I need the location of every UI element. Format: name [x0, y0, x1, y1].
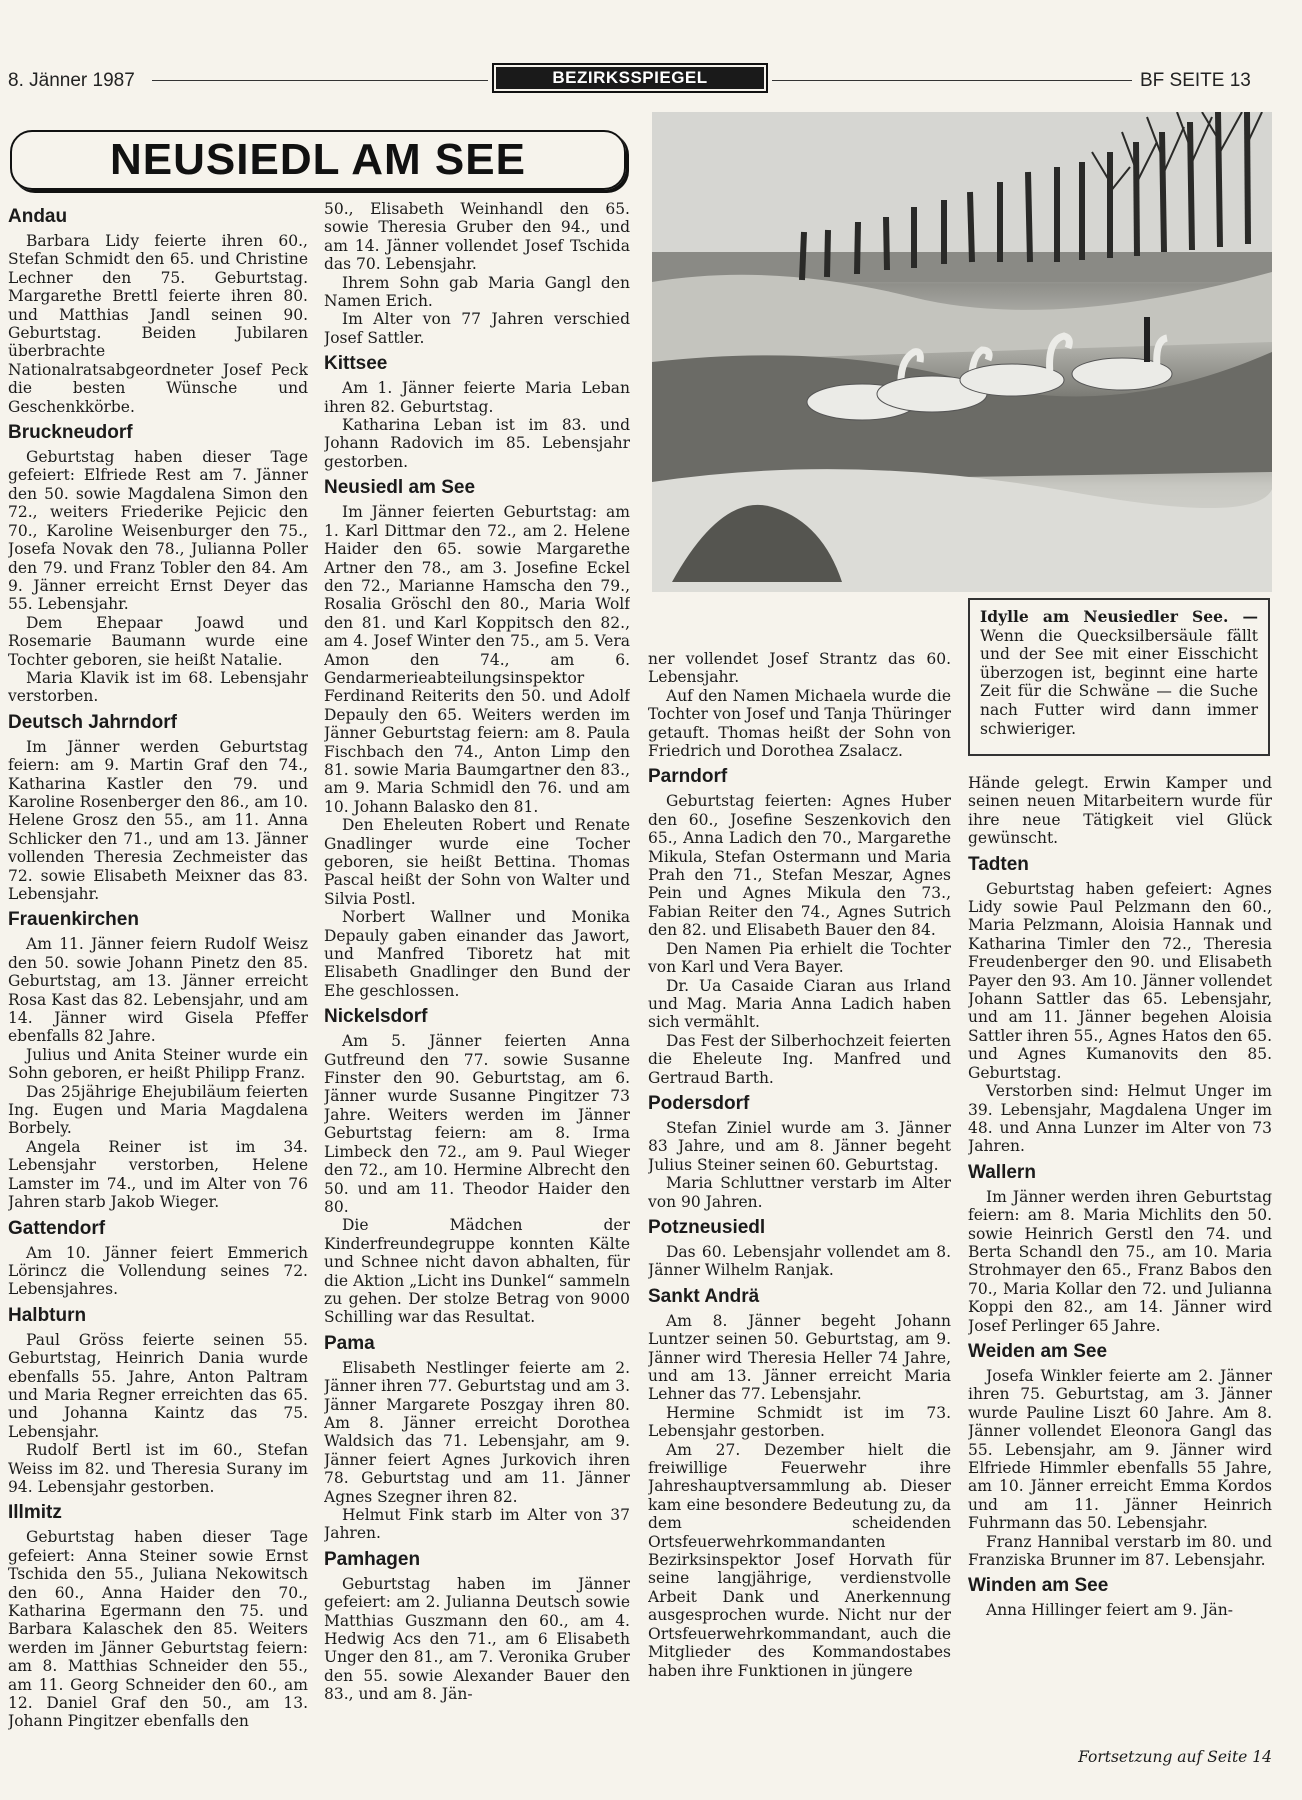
article-paragraph: Im Alter von 77 Jahren verschied Josef Sattler.: [324, 310, 630, 347]
article-paragraph: Im Jänner feierten Geburtstag: am 1. Karl Dittmar den 72., am 2. Helene Haider den 65. sowie Margarethe Artner den 78., am 3. Josefine Eckel den 72., Marianne Hamscha den 79., Rosalia Gröschl den 80., Maria Wolf den 81. und Karl Koppitsch den 82., am 4. Josef Winter den 75., am 5. Vera Amon den 74., am 6. Gendarmerieabteilungsinspektor Ferdinand Reiterits den 50. und Adolf Depauly den 65. Weiters werden im Jänner Geburtstag feiern: am 8. Paula Fischbach den 74., Anton Limp den 81. sowie Maria Baumgartner den 83., am 9. Maria Schmidl den 76. und am 10. Johann Balasko den 81.: [324, 503, 630, 816]
continuation-note: Fortsetzung auf Seite 14: [1078, 1748, 1272, 1766]
town-heading: Deutsch Jahrndorf: [8, 711, 177, 733]
town-heading: Pamhagen: [324, 1548, 421, 1570]
town-heading: Winden am See: [968, 1575, 1109, 1597]
town-heading: Pama: [324, 1332, 375, 1354]
town-heading: Bruckneudorf: [8, 422, 133, 444]
article-paragraph: Am 1. Jänner feierte Maria Leban ihren 82. Geburtstag.: [324, 379, 630, 416]
town-heading: Tadten: [968, 853, 1029, 875]
article-paragraph: Geburtstag haben dieser Tage gefeiert: Elfriede Rest am 7. Jänner den 50. sowie Magdalena Simon den 72., weiters Friederike Pejicic den 70., Karoline Weisenburger den 75., Josefa Novak den 78., Julianna Poller den 79. und Franz Tobler den 84. Am 9. Jänner erreicht Ernst Deyer das 55. Lebensjahr.: [8, 448, 308, 614]
town-heading: Weiden am See: [968, 1340, 1108, 1362]
article-paragraph: ner vollendet Josef Strantz das 60. Lebensjahr.: [648, 650, 951, 687]
article-paragraph: Am 5. Jänner feierten Anna Gutfreund den 77. sowie Susanne Finster den 90. Geburtstag, am 6. Jänner wurde Susanne Pingitzer 73 Jahre. Weiters werden im Jänner Geburtstag feiern: am 8. Irma Limbeck den 72., am 9. Paul Wieger den 72., am 10. Hermine Albrecht den 50. und am 11. Theodor Haider den 80.: [324, 1032, 630, 1216]
article-paragraph: Geburtstag haben dieser Tage gefeiert: Anna Steiner sowie Ernst Tschida den 55., Juliana Nekowitsch den 60., Anna Haider den 70., Katharina Egermann den 75. und Barbara Kalaschek den 85. Weiters werden im Jänner Geburtstag feiern: am 8. Matthias Schneider den 55., am 11. Georg Schneider den 60., am 12. Daniel Graf den 50., am 13. Johann Pingitzer ebenfalls den: [8, 1528, 308, 1731]
article-paragraph: Dem Ehepaar Joawd und Rosemarie Baumann wurde eine Tochter geboren, sie heißt Natalie.: [8, 613, 308, 669]
town-heading: Parndorf: [648, 766, 728, 788]
town-heading: Podersdorf: [648, 1092, 750, 1114]
page-number: BF SEITE 13: [1140, 70, 1251, 91]
article-paragraph: Im Jänner werden ihren Geburtstag feiern: am 8. Maria Michlits den 50. sowie Heinrich Gerstl den 74. und Berta Schandl den 75., am 10. Maria Strohmayer den 65., Franz Babos den 70., Maria Kollar den 72. und Julianna Koppi den 82., am 14. Jänner wird Josef Perlinger 65 Jahre.: [968, 1187, 1272, 1335]
article-paragraph: Josefa Winkler feierte am 2. Jänner ihren 75. Geburtstag, am 3. Jänner wurde Pauline Liszt 60 Jahre. Am 8. Jänner vollendet Eleonora Gangl das 55. Lebensjahr, am 9. Jänner wird Elfriede Himmler ebenfalls 55 Jahre, am 10. Jänner erreicht Emma Kordos und am 11. Jänner Heinrich Fuhrmann das 50. Lebensjahr.: [968, 1366, 1272, 1533]
article-paragraph: Am 27. Dezember hielt die freiwillige Feuerwehr ihre Jahreshauptversammlung ab. Dieser kam eine besondere Bedeutung zu, da dem scheidenden Ortsfeuerwehrkommandanten Bezirksinspektor Josef Horvath für seine langjährige, verdienstvolle Arbeit Dank und Anerkennung ausgesprochen wurde. Nicht nur der Ortsfeuerwehrkommandant, auch die Mitglieder des Kommandostabes haben ihre Funktionen in jüngere: [648, 1440, 951, 1680]
article-paragraph: Am 8. Jänner begeht Johann Luntzer seinen 50. Geburtstag, am 9. Jänner wird Theresia Heller 74 Jahre, und am 13. Jänner erreicht Maria Lehner das 77. Lebensjahr.: [648, 1311, 951, 1404]
article-paragraph: Hände gelegt. Erwin Kamper und seinen neuen Mitarbeitern wurde für ihre neue Tätigkeit viel Glück gewünscht.: [968, 774, 1272, 848]
article-paragraph: Am 10. Jänner feiert Emmerich Lörincz die Vollendung seines 72. Lebensjahres.: [8, 1243, 308, 1299]
column-3: [648, 650, 951, 1785]
article-paragraph: Auf den Namen Michaela wurde die Tochter von Josef und Tanja Thüringer getauft. Thomas heißt der Sohn von Friedrich und Dorothea Zsalacz.: [648, 686, 951, 761]
swans-lake-illustration: [652, 112, 1272, 592]
town-heading: Potzneusiedl: [648, 1216, 766, 1238]
article-paragraph: Ihrem Sohn gab Maria Gangl den Namen Erich.: [324, 273, 630, 311]
town-heading: Kittsee: [324, 353, 388, 375]
column-4: [968, 774, 1272, 1740]
town-heading: Neusiedl am See: [324, 477, 476, 499]
article-paragraph: Dr. Ua Casaide Ciaran aus Irland und Mag. Maria Anna Ladich haben sich vermählt.: [648, 976, 951, 1032]
town-heading: Frauenkirchen: [8, 909, 139, 931]
article-paragraph: Den Namen Pia erhielt die Tochter von Karl und Vera Bayer.: [648, 939, 951, 977]
photo-caption: [968, 598, 1270, 756]
article-paragraph: Paul Gröss feierte seinen 55. Geburtstag, Heinrich Dania wurde ebenfalls 55. Jahre, Anton Paltram und Maria Regner erreichten das 65. und Johanna Kaintz das 75. Lebensjahr.: [8, 1330, 308, 1441]
article-paragraph: Geburtstag haben gefeiert: Agnes Lidy sowie Paul Pelzmann den 60., Maria Pelzmann, Aloisia Hannak und Katharina Timler den 72., Theresia Freudenberger den 90. und Elisabeth Payer den 93. Am 10. Jänner vollendet Johann Sattler das 65. Lebensjahr, und am 11. Jänner begehen Aloisia Sattler ihren 55., Agnes Hatos den 65. und Agnes Kumanovits den 85. Geburtstag.: [968, 879, 1272, 1082]
town-heading: Halbturn: [8, 1304, 87, 1326]
article-paragraph: Im Jänner werden Geburtstag feiern: am 9. Martin Graf den 74., Katharina Kastler den 79. und Karoline Rosenberger den 86., am 10. Helene Grosz den 55., am 11. Anna Schlicker den 71., und am 13. Jänner vollenden Theresia Zechmeister das 72. sowie Elisabeth Meixner das 83. Lebensjahr.: [8, 737, 308, 903]
town-heading: Nickelsdorf: [324, 1006, 428, 1028]
article-paragraph: Julius und Anita Steiner wurde ein Sohn geboren, er heißt Philipp Franz.: [8, 1045, 308, 1083]
caption-title: Idylle am Neusiedler See. —: [980, 607, 1258, 626]
article-paragraph: Verstorben sind: Helmut Unger im 39. Lebensjahr, Magdalena Unger im 48. und Anna Lunzer im Alter von 73 Jahren.: [968, 1082, 1272, 1156]
article-paragraph: Norbert Wallner und Monika Depauly gaben einander das Jawort, und Manfred Tiboretz hat mit Elisabeth Gnadlinger den Bund der Ehe geschlossen.: [324, 908, 630, 1000]
article-paragraph: Den Eheleuten Robert und Renate Gnadlinger wurde eine Tocher geboren, sie heißt Bettina. Thomas Pascal heißt der Sohn von Walter und Silvia Postl.: [324, 816, 630, 908]
town-heading: Andau: [8, 206, 68, 227]
article-paragraph: 50., Elisabeth Weinhandl den 65. sowie Theresia Gruber den 94., und am 14. Jänner vollendet Josef Tschida das 70. Lebensjahr.: [324, 200, 630, 274]
article-paragraph: Das 25jährige Ehejubiläum feierten Ing. Eugen und Maria Magdalena Borbely.: [8, 1082, 308, 1138]
article-paragraph: Maria Klavik ist im 68. Lebensjahr verstorben.: [8, 668, 308, 706]
article-paragraph: Helmut Fink starb im Alter von 37 Jahren.: [324, 1506, 630, 1543]
header-rule-right: [772, 80, 1132, 81]
town-heading: Wallern: [968, 1161, 1036, 1183]
article-paragraph: Elisabeth Nestlinger feierte am 2. Jänner ihren 77. Geburtstag und am 3. Jänner Margarete Poszgay ihren 80. Am 8. Jänner erreicht Dorothea Waldsich das 71. Lebensjahr, am 9. Jänner feiert Agnes Jurkovich ihren 78. Geburtstag und am 11. Jänner Agnes Szegner ihren 82.: [324, 1358, 630, 1506]
article-paragraph: Maria Schluttner verstarb im Alter von 90 Jahren.: [648, 1174, 951, 1211]
article-paragraph: Franz Hannibal verstarb im 80. und Franziska Brunner im 87. Lebensjahr.: [968, 1532, 1272, 1570]
article-paragraph: Angela Reiner ist im 34. Lebensjahr verstorben, Helene Lamster im 74., und im Alter von 76 Jahren starb Jakob Wieger.: [8, 1137, 308, 1212]
article-paragraph: Katharina Leban ist im 83. und Johann Radovich im 85. Lebensjahr gestorben.: [324, 416, 630, 471]
article-paragraph: Das 60. Lebensjahr vollendet am 8. Jänner Wilhelm Ranjak.: [648, 1242, 951, 1280]
region-banner: NEUSIEDL AM SEE: [10, 130, 626, 190]
article-paragraph: Stefan Ziniel wurde am 3. Jänner 83 Jahre, und am 8. Jänner begeht Julius Steiner seinen 60. Geburtstag.: [648, 1118, 951, 1174]
section-title: BEZIRKSSPIEGEL: [496, 67, 764, 89]
column-1: [8, 200, 308, 1785]
article-paragraph: Hermine Schmidt ist im 73. Lebensjahr gestorben.: [648, 1403, 951, 1441]
article-paragraph: Rudolf Bertl ist im 60., Stefan Weiss im 82. und Theresia Surany im 94. Lebensjahr gestorben.: [8, 1441, 308, 1496]
section-logo: [492, 63, 768, 93]
article-paragraph: Die Mädchen der Kinderfreundegruppe konnten Kälte und Schnee nicht davon abhalten, für die Aktion „Licht ins Dunkel“ sammeln zu gehen. Der stolze Betrag von 9000 Schilling war das Resultat.: [324, 1216, 630, 1327]
issue-date: 8. Jänner 1987: [8, 70, 135, 91]
town-heading: Sankt Andrä: [648, 1285, 760, 1307]
swans-photo: [652, 112, 1272, 592]
article-paragraph: Anna Hillinger feiert am 9. Jän-: [986, 1601, 1233, 1620]
article-paragraph: Barbara Lidy feierte ihren 60., Stefan Schmidt den 65. und Christine Lechner den 75. Geburtstag. Margarethe Brettl feierte ihren 80. und Matthias Jandl seinen 90. Geburtstag. Beiden Jubilaren überbrachte Nationalratsabgeordneter Josef Peck die besten Wünsche und Geschenkkörbe.: [8, 232, 308, 416]
article-paragraph: Am 11. Jänner feiern Rudolf Weisz den 50. sowie Johann Pinetz den 85. Geburtstag, am 13. Jänner erreicht Rosa Kast das 82. Lebensjahr, und am 14. Jänner wird Gisela Pfeffer ebenfalls 82 Jahre.: [8, 935, 308, 1046]
column-2: [324, 200, 630, 1785]
article-paragraph: Das Fest der Silberhochzeit feierten die Eheleute Ing. Manfred und Gertraud Barth.: [648, 1031, 951, 1087]
town-heading: Gattendorf: [8, 1217, 106, 1239]
article-paragraph: Geburtstag haben im Jänner gefeiert: am 2. Julianna Deutsch sowie Matthias Guszmann den 60., am 4. Hedwig Acs den 71., am 6 Elisabeth Unger den 81., am 7. Veronika Gruber den 55. sowie Alexander Bauer den 83., und am 8. Jän-: [324, 1574, 630, 1704]
town-heading: Illmitz: [8, 1502, 62, 1524]
article-paragraph: Geburtstag feierten: Agnes Huber den 60., Josefine Seszenkovich den 65., Anna Ladich den 70., Margarethe Mikula, Stefan Ostermann und Maria Prah den 71., Stefan Meszar, Agnes Pein und Agnes Mikula den 73., Fabian Reiter den 74., Agnes Sutrich den 82. und Elisabeth Bauer den 84.: [648, 792, 951, 940]
caption-text: Wenn die Quecksilbersäule fällt und der See mit einer Eisschicht überzogen ist, beginnt eine harte Zeit für die Schwäne — die Suche nach Futter wird dann immer schwieriger.: [980, 626, 1258, 738]
header-rule-left: [152, 80, 488, 81]
